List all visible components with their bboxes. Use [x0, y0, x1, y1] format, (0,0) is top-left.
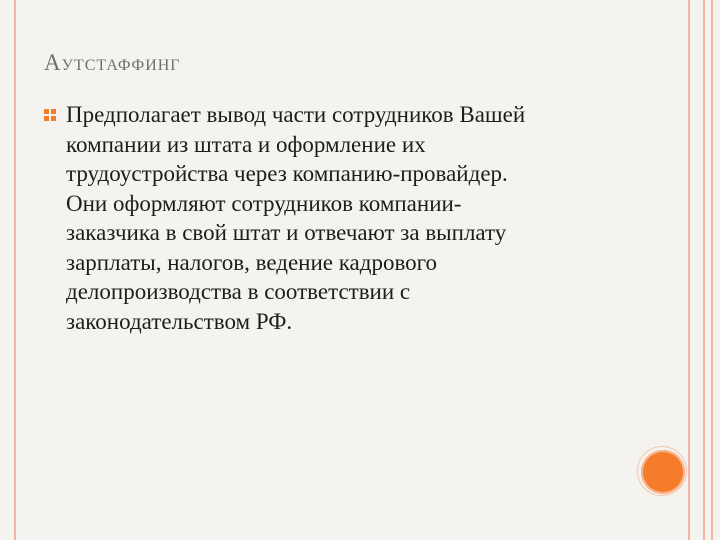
left-border-line: [14, 0, 16, 540]
orange-square-bullet-icon: [44, 109, 56, 121]
right-border-line: [703, 0, 705, 540]
slide-title: Аутстаффинг: [44, 50, 181, 75]
bullet-item: [44, 100, 644, 336]
bullet-text: Предполагает вывод части сотрудников Вашей компании из штата и оформление их трудоустройства через компанию-провайдер. Они оформляют сотрудников компании- заказчика в свой штат и отвечают за выплату зарплаты, налогов, ведение кадрового делопроизводства в соответствии с законодательством РФ.: [66, 102, 526, 334]
right-border-line: [688, 0, 690, 540]
right-border-line: [711, 0, 713, 540]
orange-circle-icon: [641, 450, 685, 494]
